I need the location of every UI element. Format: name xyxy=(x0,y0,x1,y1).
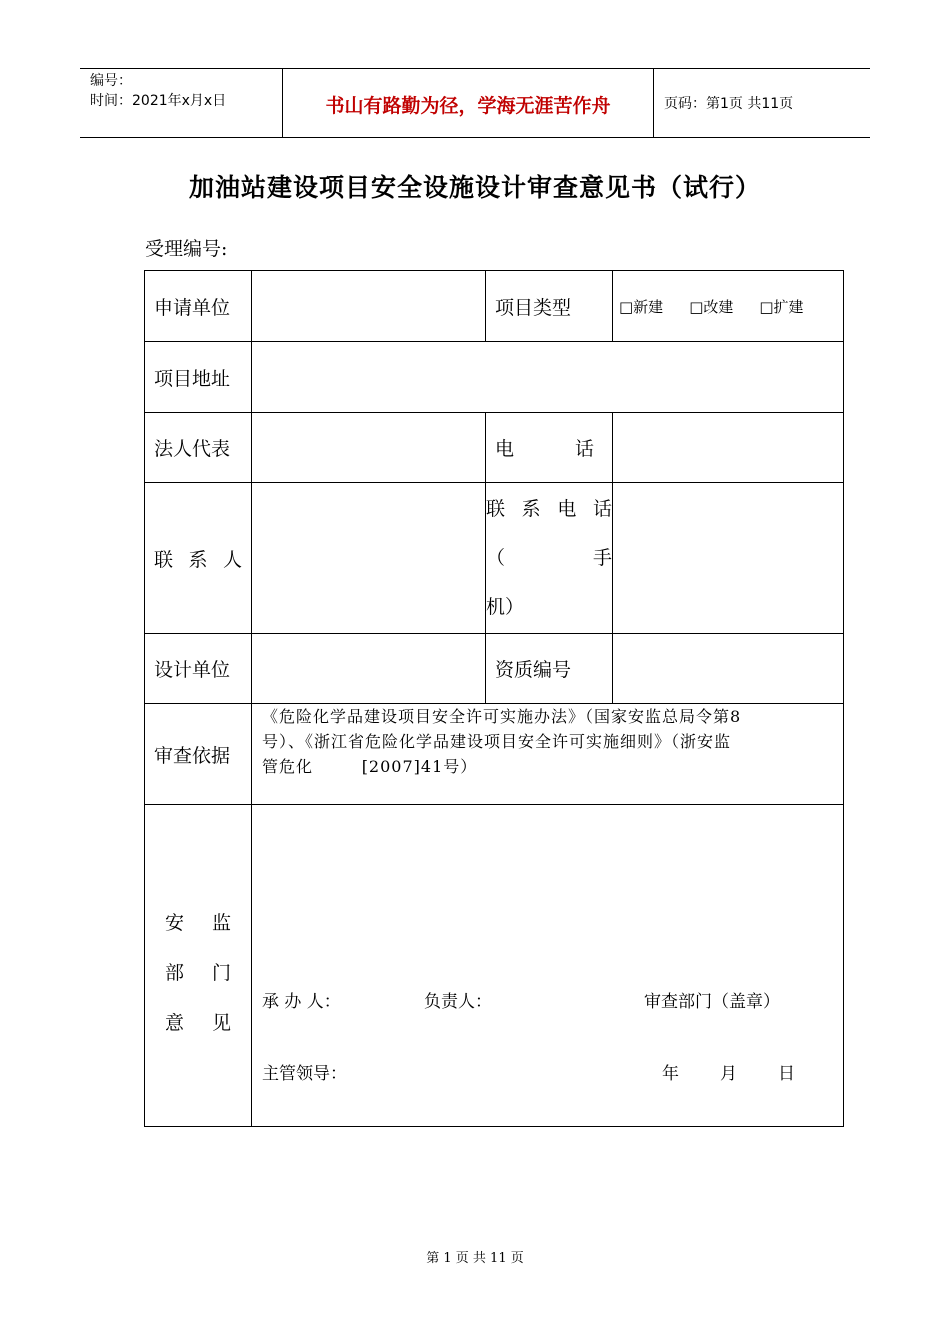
phone-label: 电 话 xyxy=(486,413,613,483)
table-row xyxy=(145,413,844,483)
qualification-label: 资质编号 xyxy=(486,634,613,704)
review-basis-label: 审查依据 xyxy=(145,704,252,805)
checkbox-rebuild[interactable]: □改建 xyxy=(689,297,734,316)
review-dept-label: 审查部门（盖章） xyxy=(644,992,780,1012)
header-meta xyxy=(80,69,282,137)
document-time-label: 时间：2021年x月x日 xyxy=(90,93,227,109)
design-unit-label: 设计单位 xyxy=(145,634,252,704)
leader-label: 主管领导： xyxy=(262,1064,347,1084)
design-unit-field[interactable] xyxy=(252,634,486,704)
applicant-field[interactable] xyxy=(252,271,486,342)
mobile-phone-field[interactable] xyxy=(613,483,844,634)
handler-label: 承 办 人： xyxy=(262,992,341,1012)
qualification-field[interactable] xyxy=(613,634,844,704)
header-slogan: 书山有路勤为径，学海无涯苦作舟 xyxy=(325,95,611,117)
project-type-label: 项目类型 xyxy=(486,271,613,342)
header-slogan-cell xyxy=(282,69,654,137)
opinion-label: 安 监 部 门 意 见 xyxy=(145,805,252,1127)
page-footer: 第 1 页 共 11 页 xyxy=(426,1251,524,1266)
table-row xyxy=(145,342,844,413)
contact-person-field[interactable] xyxy=(252,483,486,634)
contact-person-label: 联 系 人 xyxy=(145,483,252,634)
review-form-table xyxy=(144,270,844,1127)
table-row xyxy=(145,634,844,704)
legal-rep-label: 法人代表 xyxy=(145,413,252,483)
checkbox-new-build[interactable]: □新建 xyxy=(619,297,664,316)
table-row xyxy=(145,805,844,1127)
acceptance-number-label: 受理编号: xyxy=(145,238,228,260)
table-row xyxy=(145,483,844,634)
legal-rep-field[interactable] xyxy=(252,413,486,483)
year-label: 年 xyxy=(662,1064,679,1084)
mobile-phone-label: 联 系 电 话 （ 手 机） xyxy=(486,483,613,634)
header-bar xyxy=(80,68,870,138)
project-address-label: 项目地址 xyxy=(145,342,252,413)
header-page-info: 页码：第1页 共11页 xyxy=(664,96,794,112)
project-address-field[interactable] xyxy=(252,342,844,413)
applicant-label: 申请单位 xyxy=(145,271,252,342)
opinion-field[interactable] xyxy=(252,805,844,1127)
document-title: 加油站建设项目安全设施设计审查意见书（试行） xyxy=(188,173,761,202)
phone-field[interactable] xyxy=(613,413,844,483)
table-row xyxy=(145,271,844,342)
table-row xyxy=(145,704,844,805)
review-basis-text: 《危险化学品建设项目安全许可实施办法》（国家安监总局令第8 号）、《浙江省危险化学品建设项目安全许可实施细则》（浙安监 管危化 [2007]41号） xyxy=(252,704,844,805)
checkbox-expansion[interactable]: □扩建 xyxy=(759,297,804,316)
responsible-label: 负责人： xyxy=(424,992,492,1012)
day-label: 日 xyxy=(778,1064,795,1084)
document-number-label: 编号： xyxy=(90,73,132,89)
project-type-options xyxy=(613,271,844,342)
month-label: 月 xyxy=(720,1064,737,1084)
